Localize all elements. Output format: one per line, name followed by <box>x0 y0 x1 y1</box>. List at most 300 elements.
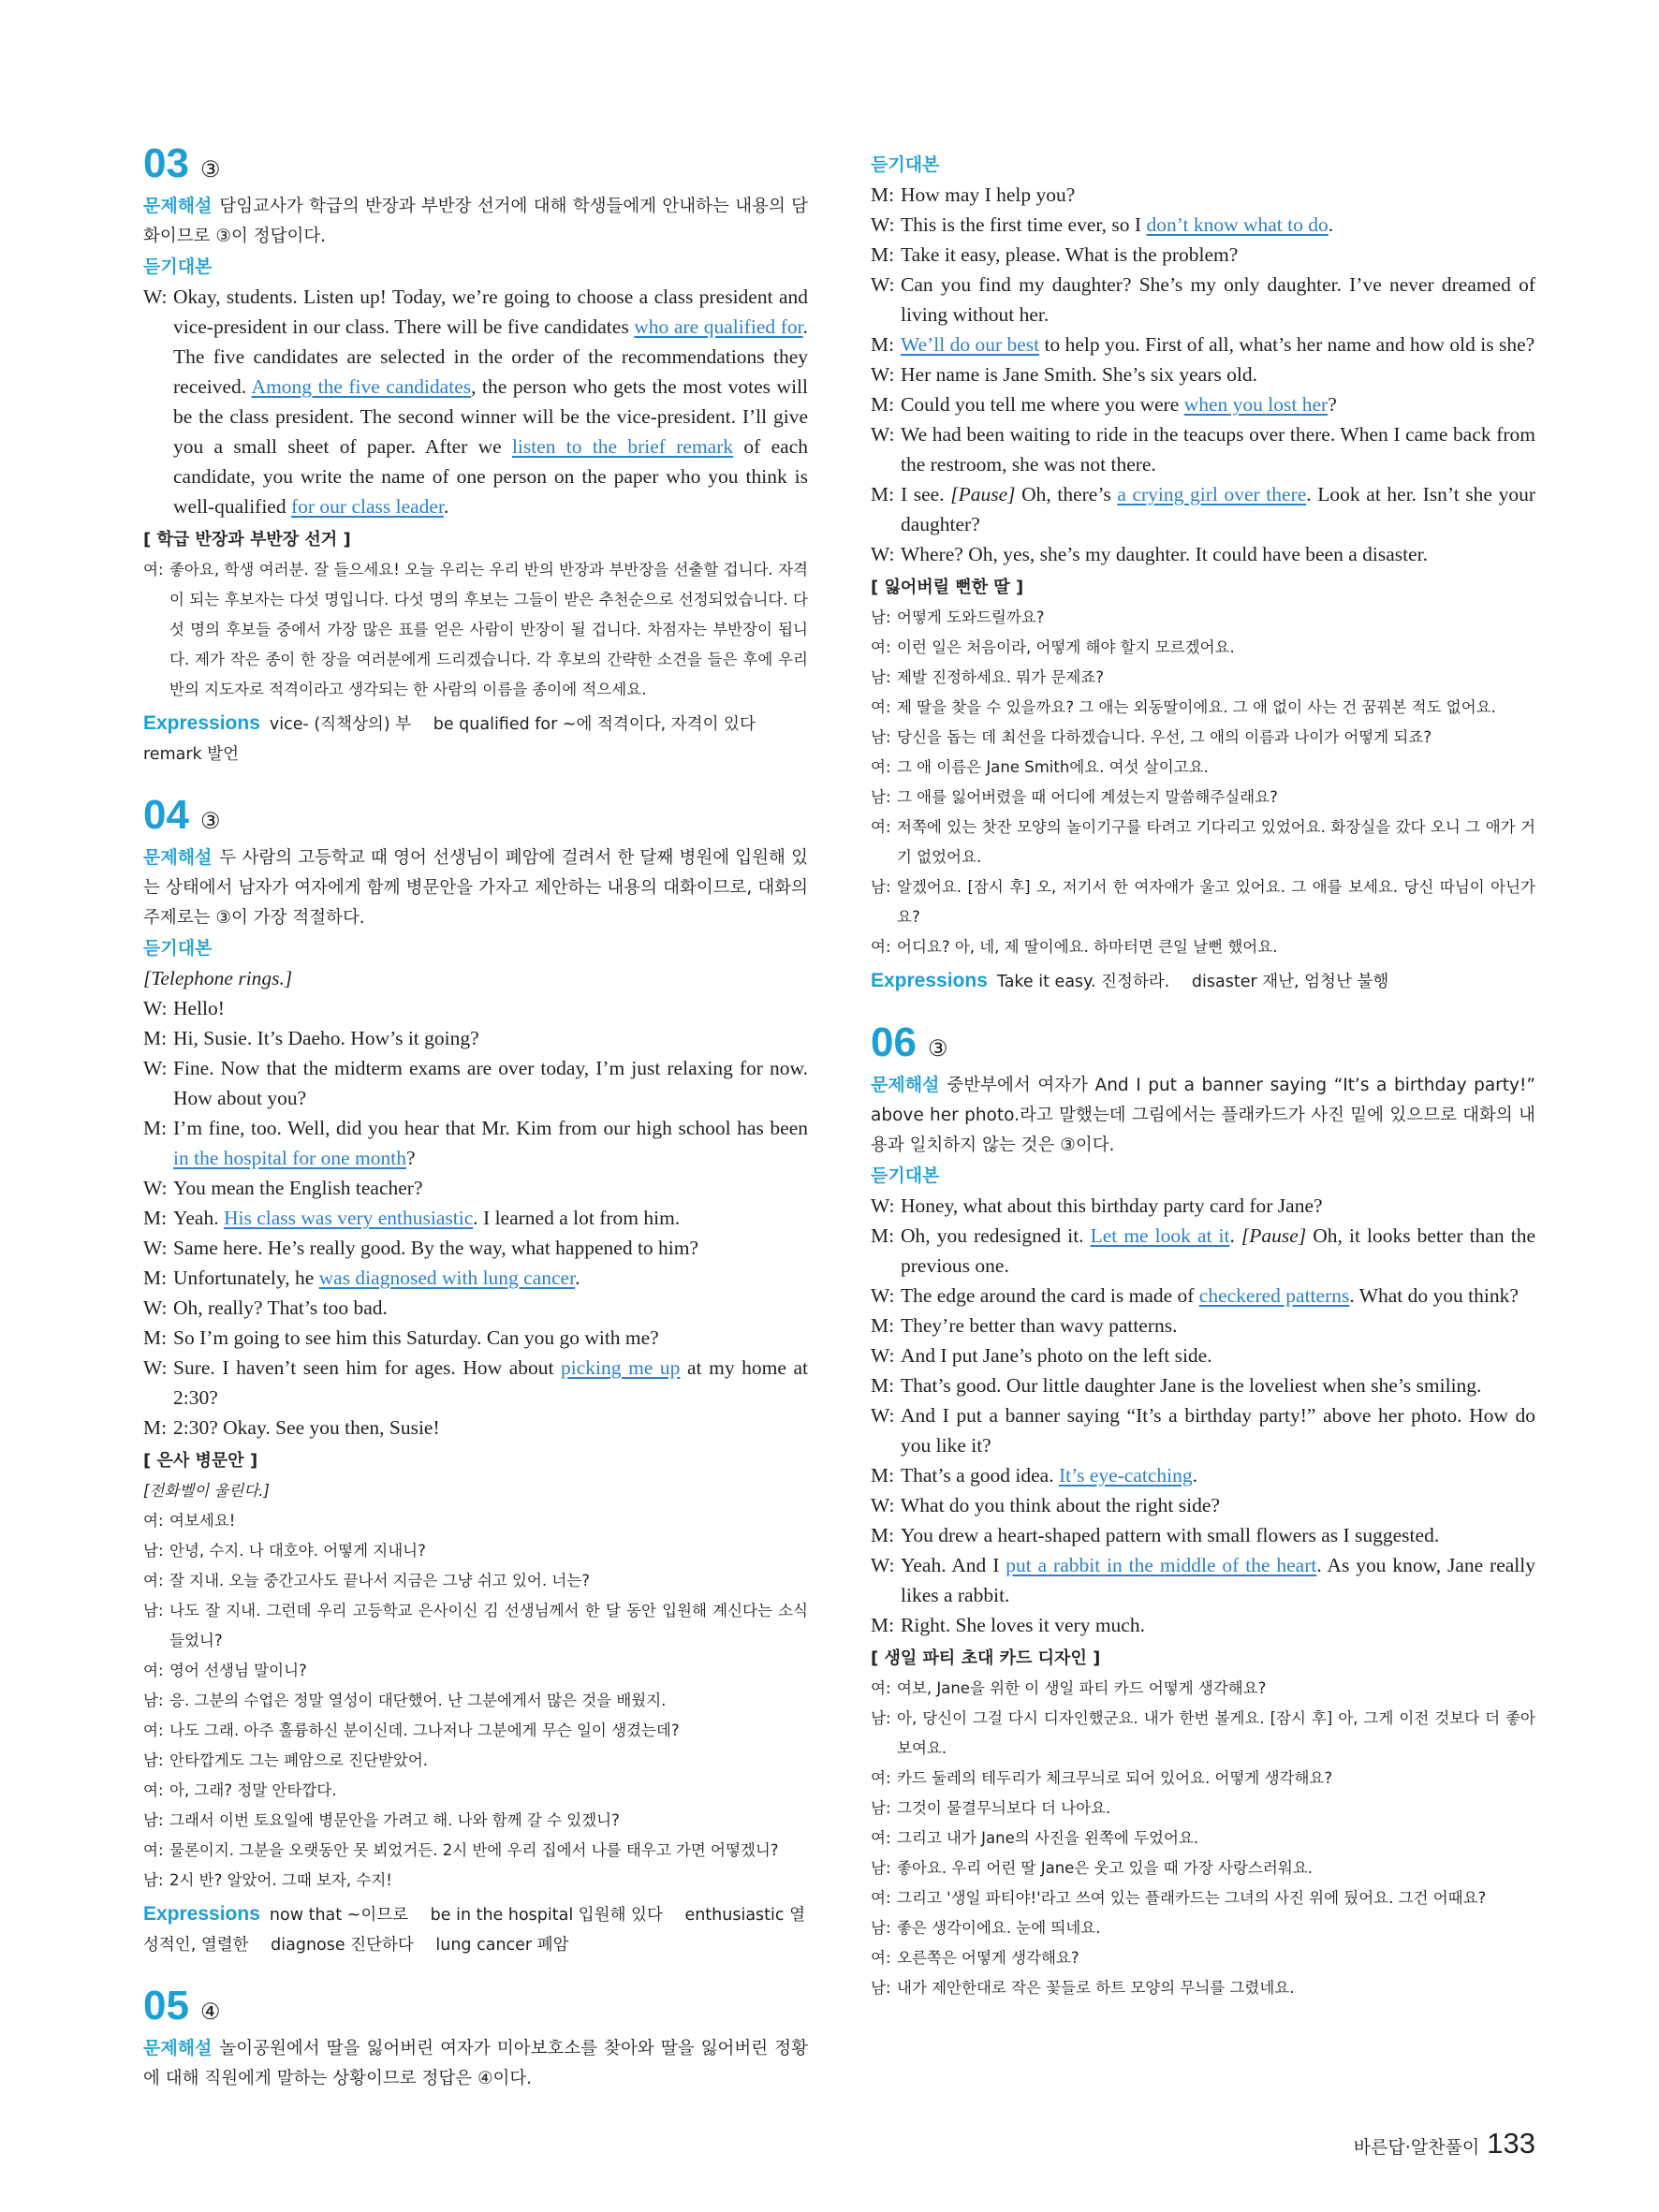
speaker-label: W: <box>143 1177 168 1199</box>
dialogue-line <box>143 1293 808 1323</box>
dialogue-line <box>143 1113 808 1173</box>
speaker-label: M: <box>871 393 895 416</box>
translation-line <box>871 783 1535 813</box>
script <box>871 180 1535 569</box>
key-phrase: It’s eye-catching <box>1058 1464 1193 1487</box>
dialogue-line <box>871 1520 1535 1550</box>
speaker-label: 남: <box>871 608 891 626</box>
question-04 <box>143 792 808 1960</box>
text-run: Take it easy, please. What is the problem? <box>901 243 1239 266</box>
dialogue-text <box>901 1221 1535 1281</box>
speaker-label: 여: <box>871 1889 891 1907</box>
translation-text: 2시 반? 알았어. 그때 보자, 수지! <box>169 1871 392 1889</box>
explanation-label: 문제해설 <box>143 847 213 868</box>
speaker-label: W: <box>143 286 168 308</box>
dialogue-line <box>871 1460 1535 1490</box>
speaker-label: 여: <box>871 758 891 776</box>
key-phrase: for our class leader <box>290 495 444 518</box>
dialogue-line <box>143 282 808 521</box>
translation-text: 오른쪽은 어떻게 생각해요? <box>897 1949 1079 1967</box>
translation-line <box>143 1566 808 1596</box>
text-run: They’re better than wavy patterns. <box>901 1314 1178 1337</box>
text-run: Oh, you redesigned it. <box>901 1224 1091 1247</box>
speaker-label: M: <box>871 333 895 356</box>
dialogue-line <box>871 180 1535 210</box>
speaker-label: 여: <box>143 1841 164 1859</box>
translation-stage-direction: [전화벨이 울린다.] <box>143 1482 270 1500</box>
translation-text: 그리고 '생일 파티야!'라고 쓰여 있는 플래카드는 그녀의 사진 위에 뒀어요. 그건 어때요? <box>897 1889 1487 1907</box>
translation-line <box>871 693 1535 723</box>
text-run: Oh, it looks better than the previous one. <box>901 1224 1535 1277</box>
translation <box>143 1506 808 1896</box>
speaker-label: M: <box>143 1117 168 1139</box>
explanation-text: 놀이공원에서 딸을 잃어버린 여자가 미아보호소를 찾아와 딸을 잃어버린 정황에 대해 직원에게 말하는 상황이므로 정답은 ④이다. <box>143 2039 808 2088</box>
speaker-label: 여: <box>871 638 891 656</box>
dialogue-text <box>901 1311 1535 1340</box>
translation-text: 그 애 이름은 Jane Smith에요. 여섯 살이고요. <box>897 758 1209 776</box>
speaker-label: 남: <box>143 1811 164 1829</box>
text-run: Fine. Now that the midterm exams are over today, I’m just relaxing for now. How about you? <box>173 1057 808 1109</box>
dialogue-text <box>173 1323 808 1353</box>
dialogue-text <box>901 1460 1535 1490</box>
text-run: . Look at her. Isn’t she your daughter? <box>901 483 1535 535</box>
dialogue-line <box>871 330 1535 359</box>
dialogue-text <box>901 359 1535 389</box>
translation-text: 제발 진정하세요. 뭐가 문제죠? <box>897 668 1105 686</box>
dialogue-text <box>901 330 1535 359</box>
speaker-label: W: <box>143 1057 168 1079</box>
translation-text: 알겠어요. [잠시 후] 오, 저기서 한 여자애가 울고 있어요. 그 애를 보세요. 당신 따님이 아닌가요? <box>897 878 1535 926</box>
translation-title: [ 은사 병문안 ] <box>143 1451 258 1471</box>
translation-line <box>871 663 1535 693</box>
explanation-text: 담임교사가 학급의 반장과 부반장 선거에 대해 학생들에게 안내하는 내용의 담화이므로 ③이 정답이다. <box>143 197 808 246</box>
speaker-label: 남: <box>143 1751 164 1769</box>
expression-item: enthusiastic 열성적인, 열렬한 <box>143 1906 805 1955</box>
dialogue-text <box>901 180 1535 210</box>
translation-line <box>143 1596 808 1656</box>
translation-line <box>871 633 1535 663</box>
question-header <box>143 1983 808 2029</box>
dialogue-line <box>871 1490 1535 1520</box>
speaker-label: W: <box>871 1284 895 1307</box>
key-phrase: Let me look at it <box>1090 1224 1230 1247</box>
dialogue-line <box>143 1053 808 1113</box>
text-run: You drew a heart-shaped pattern with small flowers as I suggested. <box>901 1524 1440 1546</box>
translation-line <box>871 1764 1535 1794</box>
key-phrase: We’ll do our best <box>901 333 1040 356</box>
dialogue-text <box>901 389 1535 419</box>
translation-line <box>871 1704 1535 1764</box>
translation-line <box>871 1913 1535 1943</box>
key-phrase: in the hospital for one month <box>173 1147 407 1169</box>
translation-line <box>871 723 1535 753</box>
speaker-label: W: <box>143 1237 168 1259</box>
expressions <box>143 1899 808 1960</box>
text-run: That’s good. Our little daughter Jane is the loveliest when she’s smiling. <box>901 1374 1482 1397</box>
translation-text: 그것이 물결무늬보다 더 나아요. <box>897 1799 1111 1817</box>
key-phrase: when you lost her <box>1183 393 1329 416</box>
translation-text: 응. 그분의 수업은 정말 열성이 대단했어. 난 그분에게서 많은 것을 배웠지. <box>169 1692 667 1709</box>
translation-text: 당신을 돕는 데 최선을 다하겠습니다. 우선, 그 애의 이름과 나이가 어떻게 되죠? <box>897 728 1432 746</box>
text-run: Hello! <box>173 997 225 1019</box>
text-run: 2:30? Okay. See you then, Susie! <box>173 1416 440 1439</box>
text-run: Hi, Susie. It’s Daeho. How’s it going? <box>173 1027 479 1049</box>
translation-line <box>871 1943 1535 1973</box>
translation-line <box>143 1686 808 1716</box>
translation <box>871 1674 1535 2003</box>
speaker-label: 남: <box>143 1871 164 1889</box>
speaker-label: W: <box>871 543 895 565</box>
translation-line <box>143 1716 808 1746</box>
dialogue-text <box>173 1263 808 1293</box>
text-run: Can you find my daughter? She’s my only daughter. I’ve never dreamed of living without her. <box>901 273 1535 326</box>
translation-title: [ 잃어버릴 뻔한 딸 ] <box>871 578 1024 597</box>
speaker-label: 여: <box>871 1769 891 1787</box>
speaker-label: 여: <box>143 561 164 579</box>
speaker-label: 여: <box>871 818 891 836</box>
dialogue-text <box>901 419 1535 479</box>
speaker-label: W: <box>871 213 895 236</box>
dialogue-text <box>173 1173 808 1203</box>
question-number: 06 <box>871 1019 917 1065</box>
speaker-label: W: <box>871 273 895 296</box>
left-column <box>143 140 808 2094</box>
answer-mark: ④ <box>199 2000 221 2025</box>
question-05 <box>143 1983 808 2094</box>
page-number: 133 <box>1487 2127 1535 2160</box>
translation-text: 아, 당신이 그걸 다시 디자인했군요. 내가 한번 볼게요. [잠시 후] 아, 그게 이전 것보다 더 좋아 보여요. <box>897 1709 1535 1757</box>
translation-line <box>871 932 1535 962</box>
dialogue-line <box>143 1323 808 1353</box>
text-run: Yeah. <box>173 1207 224 1229</box>
text-run: . <box>1229 1224 1241 1247</box>
expression-item: Take it easy. 진정하라. <box>996 973 1170 991</box>
script <box>143 993 808 1443</box>
translation-text: 잘 지내. 오늘 중간고사도 끝나서 지금은 그냥 쉬고 있어. 너는? <box>169 1572 590 1589</box>
dialogue-line <box>143 1023 808 1053</box>
speaker-label: 여: <box>143 1662 164 1679</box>
dialogue-text <box>173 993 808 1023</box>
dialogue-text <box>173 1203 808 1233</box>
speaker-label: 여: <box>871 938 891 956</box>
right-column <box>871 150 1535 2003</box>
translation-text: 물론이지. 그분을 오랫동안 못 뵈었거든. 2시 반에 우리 집에서 나를 태우고 가면 어떻겠니? <box>169 1841 779 1859</box>
translation-line <box>143 1746 808 1776</box>
script-label: 듣기대본 <box>871 154 940 175</box>
speaker-label: W: <box>871 363 895 386</box>
text-run: Right. She loves it very much. <box>901 1614 1145 1636</box>
text-run: Same here. He’s really good. By the way, what happened to him? <box>173 1237 699 1259</box>
dialogue-text <box>173 1053 808 1113</box>
expression-item: diagnose 진단하다 <box>271 1936 414 1955</box>
dialogue-text <box>173 282 808 521</box>
expression-item: lung cancer 폐암 <box>435 1936 569 1955</box>
text-run: . I learned a lot from him. <box>473 1207 681 1229</box>
dialogue-text <box>901 210 1535 240</box>
dialogue-line <box>871 270 1535 330</box>
translation-line <box>871 1674 1535 1704</box>
text-run: Honey, what about this birthday party card for Jane? <box>901 1194 1323 1217</box>
dialogue-line <box>871 1400 1535 1460</box>
text-run: So I’m going to see him this Saturday. Can you go with me? <box>173 1326 659 1349</box>
dialogue-text <box>901 1520 1535 1550</box>
dialogue-line <box>871 210 1535 240</box>
expressions-label: Expressions <box>871 970 988 991</box>
text-run: to help you. First of all, what’s her name and how old is she? <box>1039 333 1535 356</box>
dialogue-line <box>143 1203 808 1233</box>
text-run: I’m fine, too. Well, did you hear that Mr. Kim from our high school has been <box>173 1117 808 1139</box>
dialogue-line <box>871 1281 1535 1311</box>
expression-item: disaster 재난, 엄청난 불행 <box>1191 973 1389 991</box>
dialogue-text <box>901 479 1535 539</box>
text-run: . <box>1192 1464 1198 1487</box>
text-run: Could you tell me where you were <box>901 393 1184 416</box>
question-number: 05 <box>143 1983 189 2029</box>
speaker-label: W: <box>871 1344 895 1367</box>
stage-direction: [Pause] <box>1241 1224 1307 1247</box>
translation-text: 어떻게 도와드릴까요? <box>897 608 1045 626</box>
speaker-label: 남: <box>871 668 891 686</box>
key-phrase: His class was very enthusiastic <box>223 1207 474 1229</box>
dialogue-line <box>143 1413 808 1443</box>
speaker-label: W: <box>871 423 895 446</box>
spacer <box>143 1960 808 1983</box>
text-run: ? <box>1328 393 1337 416</box>
dialogue-text <box>173 1413 808 1443</box>
expression-item: now that ~이므로 <box>269 1906 409 1925</box>
dialogue-line <box>871 1311 1535 1340</box>
translation-text: 제 딸을 찾을 수 있을까요? 그 애는 외동딸이에요. 그 애 없이 사는 건 꿈꿔본 적도 없어요. <box>897 698 1496 716</box>
dialogue-line <box>871 419 1535 479</box>
question-header <box>871 1019 1535 1066</box>
translation-text: 영어 선생님 말이니? <box>169 1662 307 1679</box>
text-run: . The five candidates are selected in the order of the recommendations they received. <box>173 315 808 398</box>
speaker-label: M: <box>871 1224 895 1247</box>
script <box>143 282 808 521</box>
translation <box>143 555 808 705</box>
dialogue-line <box>143 1173 808 1203</box>
text-run: . As you know, Jane really likes a rabbit. <box>901 1554 1535 1606</box>
key-phrase: a crying girl over there <box>1117 483 1307 505</box>
speaker-label: 여: <box>871 1679 891 1697</box>
speaker-label: M: <box>143 1326 168 1349</box>
translation-text: 그 애를 잃어버렸을 때 어디에 계셨는지 말씀해주실래요? <box>897 788 1278 806</box>
translation-line <box>143 1866 808 1896</box>
text-run: I see. <box>901 483 951 505</box>
text-run: How may I help you? <box>901 183 1076 206</box>
script-label: 듣기대본 <box>143 938 213 959</box>
speaker-label: 남: <box>871 1859 891 1877</box>
dialogue-line <box>871 539 1535 569</box>
translation-line <box>143 1836 808 1866</box>
expressions <box>143 709 808 769</box>
dialogue-text <box>173 1233 808 1263</box>
text-run: The edge around the card is made of <box>901 1284 1199 1307</box>
script-label: 듣기대본 <box>871 1165 940 1186</box>
translation-line <box>871 1883 1535 1913</box>
speaker-label: 남: <box>871 1979 891 1997</box>
stage-direction: [Pause] <box>950 483 1016 505</box>
speaker-label: M: <box>143 1027 168 1049</box>
speaker-label: 남: <box>871 728 891 746</box>
speaker-label: M: <box>871 1374 895 1397</box>
explanation-text: 두 사람의 고등학교 때 영어 선생님이 폐암에 걸려서 한 달째 병원에 입원해 있는 상태에서 남자가 여자에게 함께 병문안을 가자고 제안하는 내용의 대화이므로, 대화의 주제로는 ③이 가장 적절하다. <box>143 848 808 928</box>
translation-text: 내가 제안한대로 작은 꽃들로 하트 모양의 무늬를 그렸네요. <box>897 1979 1295 1997</box>
dialogue-line <box>871 1191 1535 1221</box>
speaker-label: 여: <box>871 1829 891 1847</box>
question-05-continued <box>871 150 1535 997</box>
dialogue-text <box>901 1610 1535 1640</box>
translation-line <box>143 555 808 705</box>
speaker-label: M: <box>143 1416 168 1439</box>
text-run: of each candidate, you write the name of one person on the paper who you think is well-qualified <box>173 435 808 518</box>
text-run: We had been waiting to ride in the teacups over there. When I came back from the restroom, she was not there. <box>901 423 1535 476</box>
question-number: 03 <box>143 140 189 186</box>
footer-title: 바른답·알찬풀이 <box>1353 2137 1480 2158</box>
translation-text: 그리고 내가 Jane의 사진을 왼쪽에 두었어요. <box>897 1829 1199 1847</box>
text-run: Unfortunately, he <box>173 1267 319 1289</box>
explanation <box>143 2033 808 2094</box>
speaker-label: 여: <box>143 1572 164 1589</box>
speaker-label: 여: <box>143 1721 164 1739</box>
dialogue-line <box>871 1550 1535 1610</box>
speaker-label: M: <box>871 183 895 206</box>
explanation-label: 문제해설 <box>143 196 213 216</box>
expressions-label: Expressions <box>143 712 260 734</box>
text-run: Her name is Jane Smith. She’s six years old. <box>901 363 1257 386</box>
script <box>871 1191 1535 1640</box>
text-run: . <box>443 495 449 518</box>
expression-item: be in the hospital 입원해 있다 <box>430 1906 663 1925</box>
speaker-label: M: <box>143 1207 168 1229</box>
translation-line <box>143 1506 808 1536</box>
answer-mark: ③ <box>199 157 221 183</box>
speaker-label: 남: <box>143 1602 164 1619</box>
dialogue-text <box>173 1023 808 1053</box>
translation-line <box>871 872 1535 932</box>
speaker-label: M: <box>871 483 895 505</box>
text-run: You mean the English teacher? <box>173 1177 423 1199</box>
key-phrase: listen to the brief remark <box>511 435 734 458</box>
text-run: Yeah. And I <box>901 1554 1006 1576</box>
question-03 <box>143 140 808 769</box>
translation-text: 카드 둘레의 테두리가 체크무늬로 되어 있어요. 어떻게 생각해요? <box>897 1769 1333 1787</box>
translation-text: 여보, Jane을 위한 이 생일 파티 카드 어떻게 생각해요? <box>897 1679 1267 1697</box>
speaker-label: W: <box>871 1554 895 1576</box>
dialogue-line <box>143 993 808 1023</box>
translation-line <box>143 1536 808 1566</box>
text-run: at my home at 2:30? <box>173 1356 808 1409</box>
translation-text: 여보세요! <box>169 1512 236 1530</box>
translation-line <box>871 1853 1535 1883</box>
speaker-label: M: <box>871 1614 895 1636</box>
answer-mark: ③ <box>199 809 221 834</box>
speaker-label: 여: <box>143 1512 164 1530</box>
speaker-label: W: <box>871 1404 895 1427</box>
question-number: 04 <box>143 792 189 838</box>
text-run: ? <box>406 1147 416 1169</box>
translation-text: 좋은 생각이에요. 눈에 띄네요. <box>897 1919 1101 1937</box>
question-header <box>143 792 808 839</box>
stage-direction: [Telephone rings.] <box>143 967 293 989</box>
speaker-label: 남: <box>143 1692 164 1709</box>
translation-text: 안녕, 수지. 나 대호야. 어떻게 지내니? <box>169 1542 426 1560</box>
key-phrase: picking me up <box>561 1356 681 1379</box>
translation-line <box>143 1806 808 1836</box>
text-run: . <box>1328 213 1334 236</box>
translation-line <box>143 1656 808 1686</box>
expressions-label: Expressions <box>143 1903 260 1925</box>
speaker-label: 남: <box>143 1542 164 1560</box>
speaker-label: 남: <box>871 1709 891 1727</box>
dialogue-line <box>143 1233 808 1263</box>
text-run: Where? Oh, yes, she’s my daughter. It could have been a disaster. <box>901 543 1428 565</box>
dialogue-line <box>871 389 1535 419</box>
dialogue-text <box>901 539 1535 569</box>
speaker-label: 여: <box>143 1781 164 1799</box>
text-run: That’s a good idea. <box>901 1464 1059 1487</box>
key-phrase: Among the five candidates <box>251 375 472 398</box>
speaker-label: 여: <box>871 1949 891 1967</box>
dialogue-text <box>173 1113 808 1173</box>
key-phrase: put a rabbit in the middle of the heart <box>1006 1554 1317 1576</box>
text-run: What do you think about the right side? <box>901 1494 1220 1516</box>
dialogue-text <box>173 1353 808 1413</box>
speaker-label: M: <box>871 1314 895 1337</box>
speaker-label: W: <box>871 1494 895 1516</box>
translation-text: 나도 잘 지내. 그런데 우리 고등학교 은사이신 김 선생님께서 한 달 동안 입원해 계신다는 소식 들었니? <box>169 1602 808 1649</box>
translation-title: [ 생일 파티 초대 카드 디자인 ] <box>871 1648 1101 1668</box>
translation-line <box>871 813 1535 872</box>
dialogue-text <box>901 270 1535 330</box>
spacer <box>871 997 1535 1019</box>
speaker-label: 남: <box>871 878 891 896</box>
dialogue-line <box>871 359 1535 389</box>
dialogue-line <box>871 1221 1535 1281</box>
speaker-label: M: <box>871 243 895 266</box>
dialogue-text <box>901 1370 1535 1400</box>
speaker-label: W: <box>143 1296 168 1319</box>
text-run: Oh, really? That’s too bad. <box>173 1296 388 1319</box>
speaker-label: M: <box>871 1524 895 1546</box>
dialogue-text <box>901 1490 1535 1520</box>
key-phrase: don’t know what to do <box>1146 213 1329 236</box>
translation-text: 그래서 이번 토요일에 병문안을 가려고 해. 나와 함께 갈 수 있겠니? <box>169 1811 620 1829</box>
translation-text: 어디요? 아, 네, 제 딸이에요. 하마터면 큰일 날뻔 했어요. <box>897 938 1278 956</box>
explanation <box>143 842 808 933</box>
text-run: Okay, students. Listen up! Today, we’re going to choose a class president and vice-president in our class. There will be five candidates <box>173 286 808 338</box>
dialogue-line <box>143 1263 808 1293</box>
dialogue-line <box>143 1353 808 1413</box>
dialogue-line <box>871 1610 1535 1640</box>
dialogue-line <box>871 240 1535 270</box>
question-header <box>143 140 808 187</box>
explanation <box>871 1070 1535 1161</box>
dialogue-text <box>901 1281 1535 1311</box>
dialogue-text <box>901 1400 1535 1460</box>
explanation-label: 문제해설 <box>143 2038 213 2058</box>
text-run: . <box>575 1267 580 1289</box>
explanation <box>143 191 808 252</box>
translation-line <box>871 1973 1535 2003</box>
dialogue-text <box>901 1550 1535 1610</box>
text-run: Oh, there’s <box>1015 483 1118 505</box>
answer-mark: ③ <box>927 1036 948 1062</box>
dialogue-line <box>871 1370 1535 1400</box>
dialogue-text <box>173 1293 808 1323</box>
translation-text: 좋아요, 학생 여러분. 잘 들으세요! 오늘 우리는 우리 반의 반장과 부반장을 선출할 겁니다. 자격이 되는 후보자는 다섯 명입니다. 다섯 명의 후보는 그들이 받은 추천순으로 선정되었습니다. 다섯 명의 후보들 중에서 가장 많은 표를 얻은 사람이 반장이 될 겁니다. 차점자는 부반장이 됩니다. 제가 작은 종이 한 장을 여러분에게 드리겠습니다. 각 후보의 간략한 소견을 들은 후에 우리 반의 지도자로 적격이라고 생각되는 한 사람의 이름을 종이에 적으세요. <box>169 561 808 698</box>
key-phrase: was diagnosed with lung cancer <box>318 1267 576 1289</box>
